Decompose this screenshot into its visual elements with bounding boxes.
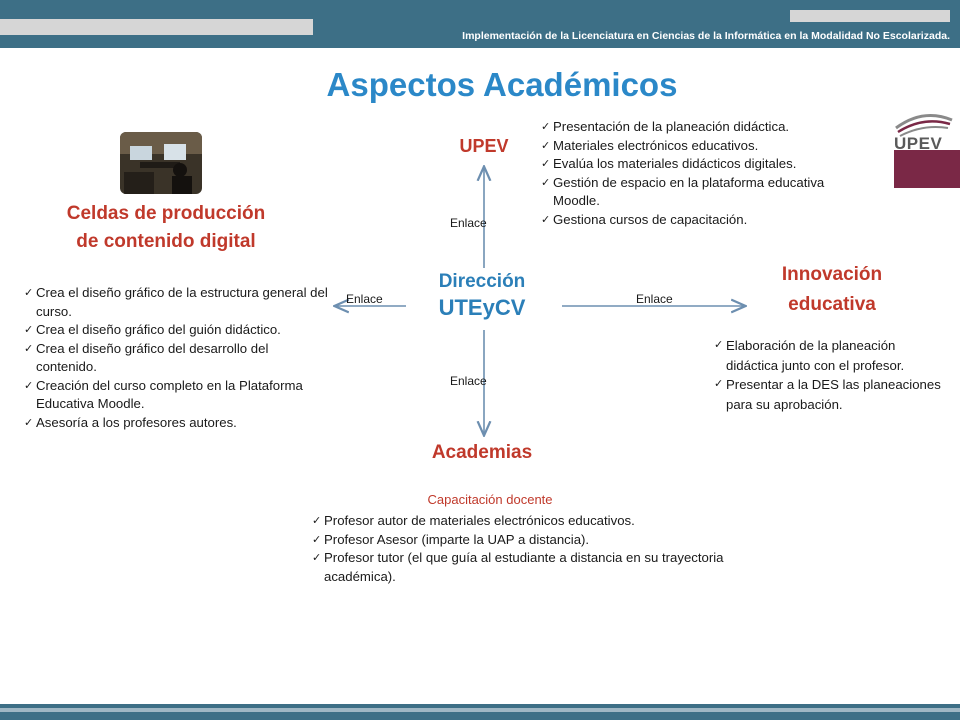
celdas-list xyxy=(24,284,330,432)
check-icon: ✓ xyxy=(24,416,34,429)
center-node-line2: UTEyCV xyxy=(438,295,526,320)
check-icon: ✓ xyxy=(312,552,322,564)
check-icon: ✓ xyxy=(714,378,724,390)
link-label-down: Enlace xyxy=(450,374,487,388)
list-item: ✓ Materiales electrónicos educativos. xyxy=(541,137,871,156)
innovacion-node-line2: educativa xyxy=(788,294,876,315)
list-item: ✓ Presentación de la planeación didáctica. xyxy=(541,118,871,137)
check-icon: ✓ xyxy=(312,533,322,546)
check-icon: ✓ xyxy=(541,121,551,133)
center-node xyxy=(412,270,552,322)
check-icon: ✓ xyxy=(24,324,34,336)
check-icon: ✓ xyxy=(541,213,551,226)
link-label-left: Enlace xyxy=(346,292,383,306)
list-item: ✓ Creación del curso completo en la Plataforma Educativa Moodle. xyxy=(24,377,303,411)
footer-bar xyxy=(0,704,960,720)
academias-subheading: Capacitación docente xyxy=(427,492,553,507)
innovacion-list xyxy=(714,336,950,414)
academias-list xyxy=(312,512,796,586)
upev-node-label: UPEV xyxy=(459,136,509,156)
celdas-node-line2: de contenido digital xyxy=(76,231,256,252)
check-icon: ✓ xyxy=(24,342,34,355)
list-item: ✓ Gestiona cursos de capacitación. xyxy=(541,211,871,230)
list-item: ✓ Presentar a la DES las planeaciones para su aprobación. xyxy=(714,377,941,412)
list-item: ✓ Elaboración de la planeación didáctica junto con el profesor. xyxy=(714,338,905,373)
list-item: ✓ Crea el diseño gráfico de la estructura general del curso. xyxy=(24,285,328,319)
header-subtitle: Implementación de la Licenciatura en Ciencias de la Informática en la Modalidad No Escolarizada. xyxy=(462,30,950,42)
check-icon: ✓ xyxy=(312,515,322,527)
center-node-line1: Dirección xyxy=(438,271,526,292)
logo-text: UPEV xyxy=(894,134,943,153)
check-icon: ✓ xyxy=(541,158,551,170)
list-item: ✓ Evalúa los materiales didácticos digitales. xyxy=(541,155,871,174)
list-item: ✓ Asesoría a los profesores autores. xyxy=(24,414,330,433)
innovacion-node-line1: Innovación xyxy=(781,264,883,285)
check-icon: ✓ xyxy=(541,139,551,152)
celdas-node-line1: Celdas de producción xyxy=(66,203,266,224)
list-item: ✓ Profesor Asesor (imparte la UAP a distancia). xyxy=(312,531,796,550)
page-title: Aspectos Académicos xyxy=(326,66,678,103)
link-label-up: Enlace xyxy=(450,216,487,230)
celdas-node xyxy=(36,200,296,256)
list-item: ✓ Profesor autor de materiales electrónicos educativos. xyxy=(312,512,796,531)
footer-accent xyxy=(0,708,960,712)
check-icon: ✓ xyxy=(541,176,551,189)
innovacion-node xyxy=(752,260,912,320)
upev-list xyxy=(541,118,871,229)
link-label-right: Enlace xyxy=(636,292,673,306)
list-item: ✓ Profesor tutor (el que guía al estudiante a distancia en su trayectoria académica). xyxy=(312,550,724,584)
list-item: ✓ Gestión de espacio en la plataforma educativa Moodle. xyxy=(541,174,825,208)
list-item: ✓ Crea el diseño gráfico del guión didáctico. xyxy=(24,321,330,340)
list-item: ✓ Crea el diseño gráfico del desarrollo del contenido. xyxy=(24,340,269,374)
check-icon: ✓ xyxy=(24,287,34,299)
check-icon: ✓ xyxy=(24,379,34,392)
check-icon: ✓ xyxy=(714,339,724,351)
academias-node-label: Academias xyxy=(431,442,533,463)
